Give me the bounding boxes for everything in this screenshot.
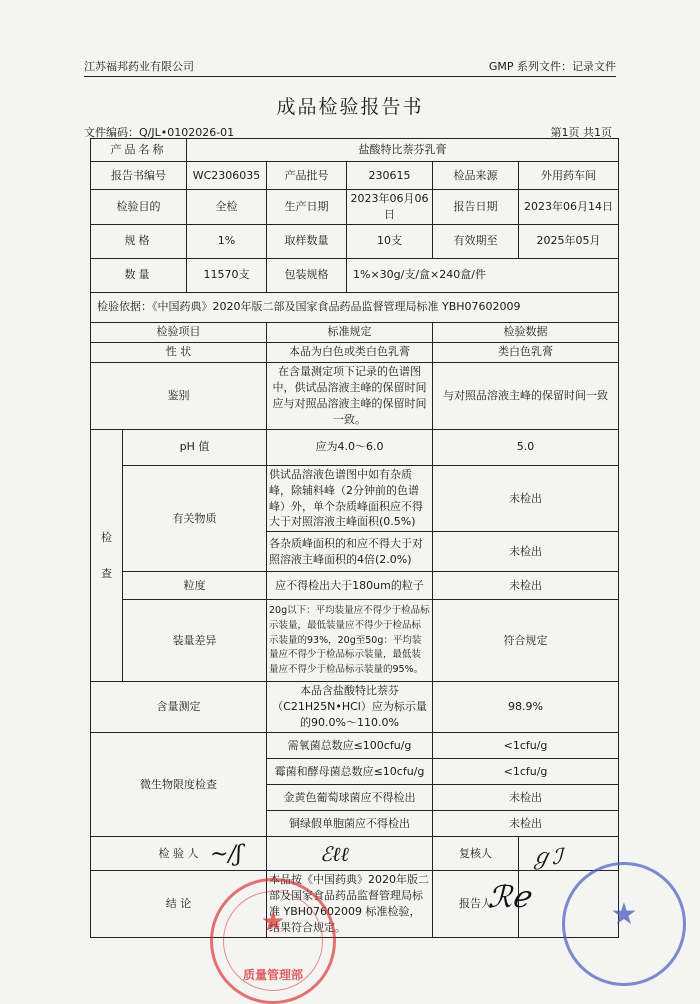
row-column-headers bbox=[91, 322, 619, 342]
label-ph: pH 值 bbox=[123, 429, 267, 465]
res-ph: 5.0 bbox=[433, 429, 619, 465]
value-expiry: 2025年05月 bbox=[519, 224, 619, 258]
label-report-date: 报告日期 bbox=[433, 190, 519, 225]
inspection-basis: 检验依据：《中国药典》2020年版二部及国家食品药品监督管理局标准 YBH07602009 bbox=[91, 292, 619, 322]
value-quantity: 11570支 bbox=[187, 258, 267, 292]
res-fill: 符合规定 bbox=[433, 600, 619, 682]
header-standard: 标准规定 bbox=[267, 322, 433, 342]
value-spec: 1% bbox=[187, 224, 267, 258]
page-header bbox=[84, 58, 616, 74]
value-prod-date: 2023年06月06日 bbox=[347, 190, 433, 225]
std-related-1: 供试品溶液色谱图中如有杂质峰，除辅料峰（2分钟前的色谱峰）外，单个杂质峰面积应不得大于对照溶液主峰面积(0.5%) bbox=[267, 465, 433, 532]
inspector-signature-cell bbox=[267, 837, 433, 871]
quality-dept-stamp bbox=[210, 878, 336, 1004]
label-spec: 规格 bbox=[91, 224, 187, 258]
label-inspector: 检 验 人 bbox=[91, 837, 267, 871]
std-micro-aerobic: 需氧菌总数应≤100cfu/g bbox=[267, 733, 433, 759]
res-micro-staph: 未检出 bbox=[433, 785, 619, 811]
stamp-text: 质量管理部 bbox=[242, 968, 303, 982]
label-report-no: 报告书编号 bbox=[91, 162, 187, 190]
company-name: 江苏福邦药业有限公司 bbox=[84, 60, 194, 73]
label-reporter: 报告人 bbox=[433, 871, 519, 938]
row-assay bbox=[91, 682, 619, 733]
label-prod-date: 生产日期 bbox=[267, 190, 347, 225]
label-packing: 包装规格 bbox=[267, 258, 347, 292]
label-sample-qty: 取样数量 bbox=[267, 224, 347, 258]
std-micro-mold: 霉菌和酵母菌总数应≤10cfu/g bbox=[267, 759, 433, 785]
label-batch-no: 产品批号 bbox=[267, 162, 347, 190]
row-fill bbox=[91, 600, 619, 682]
value-packing: 1%×30g/支/盒×240盒/件 bbox=[347, 258, 619, 292]
std-fill: 20g以下：平均装量应不得少于检品标示装量，最低装量应不得少于检品标示装量的93%，20g至50g：平均装量应不得少于检品标示装量，最低装量应不得少于检品标示装量的95%。 bbox=[267, 600, 433, 682]
res-micro-aerobic: <1cfu/g bbox=[433, 733, 619, 759]
label-micro: 微生物限度检查 bbox=[91, 733, 267, 837]
res-related-1: 未检出 bbox=[433, 465, 619, 532]
label-assay: 含量测定 bbox=[91, 682, 267, 733]
value-report-date: 2023年06月14日 bbox=[519, 190, 619, 225]
std-micro-pseudomonas: 铜绿假单胞菌应不得检出 bbox=[267, 811, 433, 837]
doc-type: GMP 系列文件：记录文件 bbox=[488, 60, 616, 73]
row-related-1 bbox=[91, 465, 619, 532]
label-granularity: 粒度 bbox=[123, 572, 267, 600]
res-related-2: 未检出 bbox=[433, 532, 619, 572]
std-granularity: 应不得检出大于180um的粒子 bbox=[267, 572, 433, 600]
row-spec bbox=[91, 224, 619, 258]
row-identify bbox=[91, 362, 619, 429]
std-related-2: 各杂质峰面积的和应不得大于对照溶液主峰面积的4倍(2.0%) bbox=[267, 532, 433, 572]
label-conclusion: 结 论 bbox=[91, 871, 267, 938]
row-micro-1 bbox=[91, 733, 619, 759]
conclusion-text: 本品按《中国药典》2020年版二部及国家食品药品监督管理局标准 YBH07602009 标准检验，结果符合规定。 bbox=[267, 871, 433, 938]
report-table bbox=[90, 138, 619, 938]
row-report-no bbox=[91, 162, 619, 190]
label-related: 有关物质 bbox=[123, 465, 267, 572]
doc-number: 文件编码：Q/JL•0102026-01 bbox=[84, 126, 235, 139]
std-appearance: 本品为白色或类白色乳膏 bbox=[267, 342, 433, 362]
value-product-name: 盐酸特比萘芬乳膏 bbox=[187, 139, 619, 162]
res-identify: 与对照品溶液主峰的保留时间一致 bbox=[433, 362, 619, 429]
value-purpose: 全检 bbox=[187, 190, 267, 225]
res-micro-mold: <1cfu/g bbox=[433, 759, 619, 785]
label-purpose: 检验目的 bbox=[91, 190, 187, 225]
row-appearance bbox=[91, 342, 619, 362]
row-ph bbox=[91, 429, 619, 465]
stamp-star-icon: ★ bbox=[260, 905, 286, 938]
company-seal bbox=[562, 862, 686, 986]
label-appearance: 性 状 bbox=[91, 342, 267, 362]
row-product bbox=[91, 139, 619, 162]
label-check-bottom: 查 bbox=[101, 566, 112, 580]
inspector-signature-2: ℰℓℓ bbox=[320, 842, 349, 866]
inspector-signature: ~/ʃ bbox=[210, 842, 242, 867]
seal-star-icon: ★ bbox=[610, 897, 638, 932]
row-conclusion bbox=[91, 871, 619, 938]
value-sample-qty: 10支 bbox=[347, 224, 433, 258]
page-info: 第1页 共1页 bbox=[550, 126, 612, 139]
reviewer-signature: ℊℐ bbox=[530, 845, 563, 870]
label-fill: 装量差异 bbox=[123, 600, 267, 682]
row-basis bbox=[91, 292, 619, 322]
res-micro-pseudomonas: 未检出 bbox=[433, 811, 619, 837]
label-expiry: 有效期至 bbox=[433, 224, 519, 258]
row-quantity bbox=[91, 258, 619, 292]
value-report-no: WC2306035 bbox=[187, 162, 267, 190]
header-result: 检验数据 bbox=[433, 322, 619, 342]
res-granularity: 未检出 bbox=[433, 572, 619, 600]
row-purpose bbox=[91, 190, 619, 225]
label-check bbox=[91, 429, 123, 682]
std-micro-staph: 金黄色葡萄球菌应不得检出 bbox=[267, 785, 433, 811]
std-ph: 应为4.0～6.0 bbox=[267, 429, 433, 465]
res-appearance: 类白色乳膏 bbox=[433, 342, 619, 362]
header-item: 检验项目 bbox=[91, 322, 267, 342]
label-product-name: 产品名称 bbox=[91, 139, 187, 162]
row-granularity bbox=[91, 572, 619, 600]
page-title: 成品检验报告书 bbox=[276, 96, 424, 118]
label-source: 检品来源 bbox=[433, 162, 519, 190]
std-identify: 在含量测定项下记录的色谱图中，供试品溶液主峰的保留时间应与对照品溶液主峰的保留时间一致。 bbox=[267, 362, 433, 429]
value-source: 外用药车间 bbox=[519, 162, 619, 190]
std-assay: 本品含盐酸特比萘芬（C21H25N•HCl）应为标示量的90.0%～110.0% bbox=[267, 682, 433, 733]
label-check-top: 检 bbox=[101, 531, 112, 545]
reporter-signature: ℛℯ bbox=[488, 880, 530, 915]
header-divider bbox=[84, 76, 616, 77]
label-reviewer: 复核人 bbox=[433, 837, 519, 871]
label-identify: 鉴别 bbox=[91, 362, 267, 429]
value-batch-no: 230615 bbox=[347, 162, 433, 190]
label-quantity: 数量 bbox=[91, 258, 187, 292]
res-assay: 98.9% bbox=[433, 682, 619, 733]
